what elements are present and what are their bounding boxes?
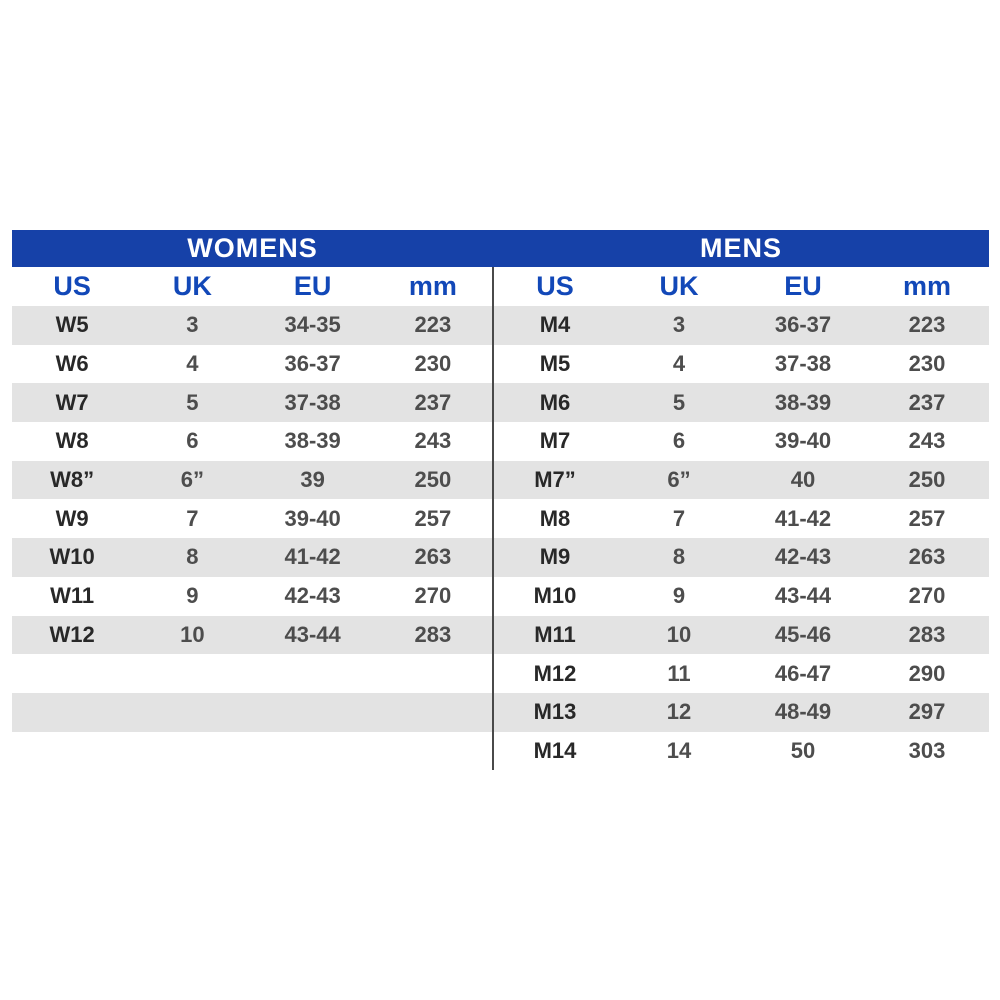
table-cell: W10 (49, 544, 95, 570)
table-cell (373, 693, 493, 732)
womens-column-headers (12, 267, 493, 306)
table-row (12, 693, 989, 732)
table-cell: W6 (55, 351, 89, 377)
table-row (12, 383, 989, 422)
womens-row-cells (12, 422, 493, 461)
table-cell: M13 (533, 699, 577, 725)
table-cell: 270 (414, 583, 452, 609)
mens-col-uk: UK (659, 271, 699, 301)
table-cell: 4 (186, 351, 199, 377)
table-cell: 230 (908, 351, 946, 377)
table-cell (373, 654, 493, 693)
mens-row-cells (493, 693, 989, 732)
table-cell: 9 (186, 583, 199, 609)
table-cell: 10 (666, 621, 692, 647)
table-cell: 42-43 (774, 544, 832, 570)
mens-row-cells (493, 499, 989, 538)
table-cell: 7 (672, 505, 686, 531)
womens-row-cells (12, 577, 493, 616)
mens-col-eu: EU (784, 271, 822, 301)
table-cell: M8 (539, 505, 571, 531)
mens-row-cells (493, 383, 989, 422)
table-cell: 6 (186, 428, 199, 454)
table-row (12, 345, 989, 384)
table-cell: W7 (55, 389, 89, 415)
table-cell: 38-39 (774, 389, 832, 415)
table-cell: 46-47 (774, 660, 832, 686)
table-cell: 250 (908, 467, 946, 493)
table-cell: 39-40 (284, 505, 341, 531)
table-cell: 223 (414, 312, 452, 338)
table-cell: 283 (414, 621, 452, 647)
womens-row-cells (12, 616, 493, 655)
table-cell: M5 (539, 351, 571, 377)
mens-section-title: MENS (699, 233, 782, 263)
table-row (12, 616, 989, 655)
table-cell: M7” (534, 467, 576, 493)
table-cell: M14 (533, 737, 577, 763)
table-row (12, 654, 989, 693)
mens-row-cells (493, 345, 989, 384)
table-cell: W9 (55, 505, 89, 531)
womens-row-cells (12, 693, 493, 732)
table-cell: 257 (414, 505, 452, 531)
mens-column-headers (493, 267, 989, 306)
table-cell: 11 (667, 660, 691, 686)
table-cell (12, 654, 132, 693)
column-header-row (12, 267, 989, 306)
table-row (12, 499, 989, 538)
table-cell: 297 (908, 699, 946, 725)
mens-col-mm: mm (902, 271, 951, 301)
womens-row-cells (12, 345, 493, 384)
table-cell (132, 732, 252, 771)
table-cell: M12 (533, 660, 577, 686)
womens-col-eu: EU (293, 271, 332, 301)
table-cell: 34-35 (284, 312, 341, 338)
womens-col-us: US (53, 271, 91, 301)
table-cell (12, 732, 132, 771)
mens-row-cells (493, 616, 989, 655)
table-cell: 37-38 (774, 351, 832, 377)
table-cell (132, 654, 252, 693)
table-cell: 237 (414, 389, 452, 415)
mens-row-cells (493, 422, 989, 461)
table-cell: W8 (55, 428, 89, 454)
table-cell: W8” (50, 467, 95, 493)
womens-row-cells (12, 538, 493, 577)
table-cell: M11 (534, 621, 576, 647)
table-cell: M4 (539, 312, 571, 338)
table-cell: 3 (186, 312, 199, 338)
table-cell (373, 732, 493, 771)
table-cell: W12 (49, 621, 95, 647)
table-cell: 38-39 (284, 428, 341, 454)
table-cell: 42-43 (284, 583, 341, 609)
womens-col-uk: UK (172, 271, 212, 301)
womens-col-mm: mm (408, 271, 457, 301)
mens-row-cells (493, 538, 989, 577)
table-cell: 48-49 (774, 699, 832, 725)
table-cell: M7 (539, 428, 571, 454)
table-cell: 3 (672, 312, 686, 338)
table-row (12, 461, 989, 500)
mens-row-cells (493, 577, 989, 616)
table-cell (132, 693, 252, 732)
table-cell (253, 654, 373, 693)
table-cell: 5 (186, 389, 199, 415)
table-cell: 39-40 (774, 428, 832, 454)
table-cell: 290 (908, 660, 946, 686)
table-cell: 12 (666, 699, 692, 725)
table-body (12, 306, 989, 770)
table-cell: 39 (300, 467, 325, 493)
table-cell: 243 (908, 428, 946, 454)
table-cell: 4 (672, 351, 686, 377)
table-cell: 41-42 (774, 505, 832, 531)
table-cell: 6 (672, 428, 686, 454)
mens-row-cells (493, 732, 989, 771)
table-cell: 257 (908, 505, 946, 531)
mens-row-cells (493, 306, 989, 345)
table-cell: W5 (55, 312, 89, 338)
table-cell: 8 (186, 544, 199, 570)
table-cell: 230 (414, 351, 452, 377)
table-cell: 45-46 (774, 621, 832, 647)
table-cell: 43-44 (284, 621, 341, 647)
womens-row-cells (12, 499, 493, 538)
table-row (12, 538, 989, 577)
table-cell (12, 693, 132, 732)
table-cell: 10 (180, 621, 205, 647)
table-cell: 50 (790, 737, 816, 763)
table-cell: 237 (908, 389, 946, 415)
table-cell: 41-42 (284, 544, 341, 570)
table-cell: 36-37 (774, 312, 832, 338)
table-cell: M9 (539, 544, 571, 570)
size-conversion-chart (12, 230, 989, 770)
table-cell (253, 693, 373, 732)
table-cell: 8 (672, 544, 686, 570)
table-cell: 40 (790, 467, 816, 493)
table-cell: 243 (414, 428, 452, 454)
table-cell: 270 (908, 583, 946, 609)
womens-row-cells (12, 306, 493, 345)
table-cell: 223 (908, 312, 946, 338)
table-cell: 9 (672, 583, 686, 609)
womens-row-cells (12, 654, 493, 693)
table-cell: 36-37 (284, 351, 341, 377)
mens-row-cells (493, 654, 989, 693)
table-cell: 43-44 (774, 583, 832, 609)
table-cell: 37-38 (284, 389, 341, 415)
table-cell: W11 (50, 583, 95, 609)
womens-row-cells (12, 383, 493, 422)
table-row (12, 732, 989, 771)
table-cell: 7 (186, 505, 199, 531)
table-cell: 283 (908, 621, 946, 647)
womens-row-cells (12, 732, 493, 771)
table-cell: 14 (666, 737, 692, 763)
mens-row-cells (493, 461, 989, 500)
table-row (12, 422, 989, 461)
table-cell: 250 (414, 467, 452, 493)
table-row (12, 577, 989, 616)
vertical-divider (492, 267, 494, 770)
table-cell: 6” (180, 467, 204, 493)
womens-row-cells (12, 461, 493, 500)
table-cell: 303 (908, 737, 946, 763)
table-cell (253, 732, 373, 771)
table-row (12, 306, 989, 345)
womens-section-title: WOMENS (187, 233, 318, 263)
table-cell: 263 (908, 544, 946, 570)
table-cell: 5 (672, 389, 686, 415)
mens-col-us: US (536, 271, 574, 301)
table-cell: M10 (533, 583, 577, 609)
table-cell: M6 (539, 389, 571, 415)
table-cell: 6” (667, 467, 691, 493)
section-title-bar (12, 230, 989, 267)
table-cell: 263 (414, 544, 452, 570)
